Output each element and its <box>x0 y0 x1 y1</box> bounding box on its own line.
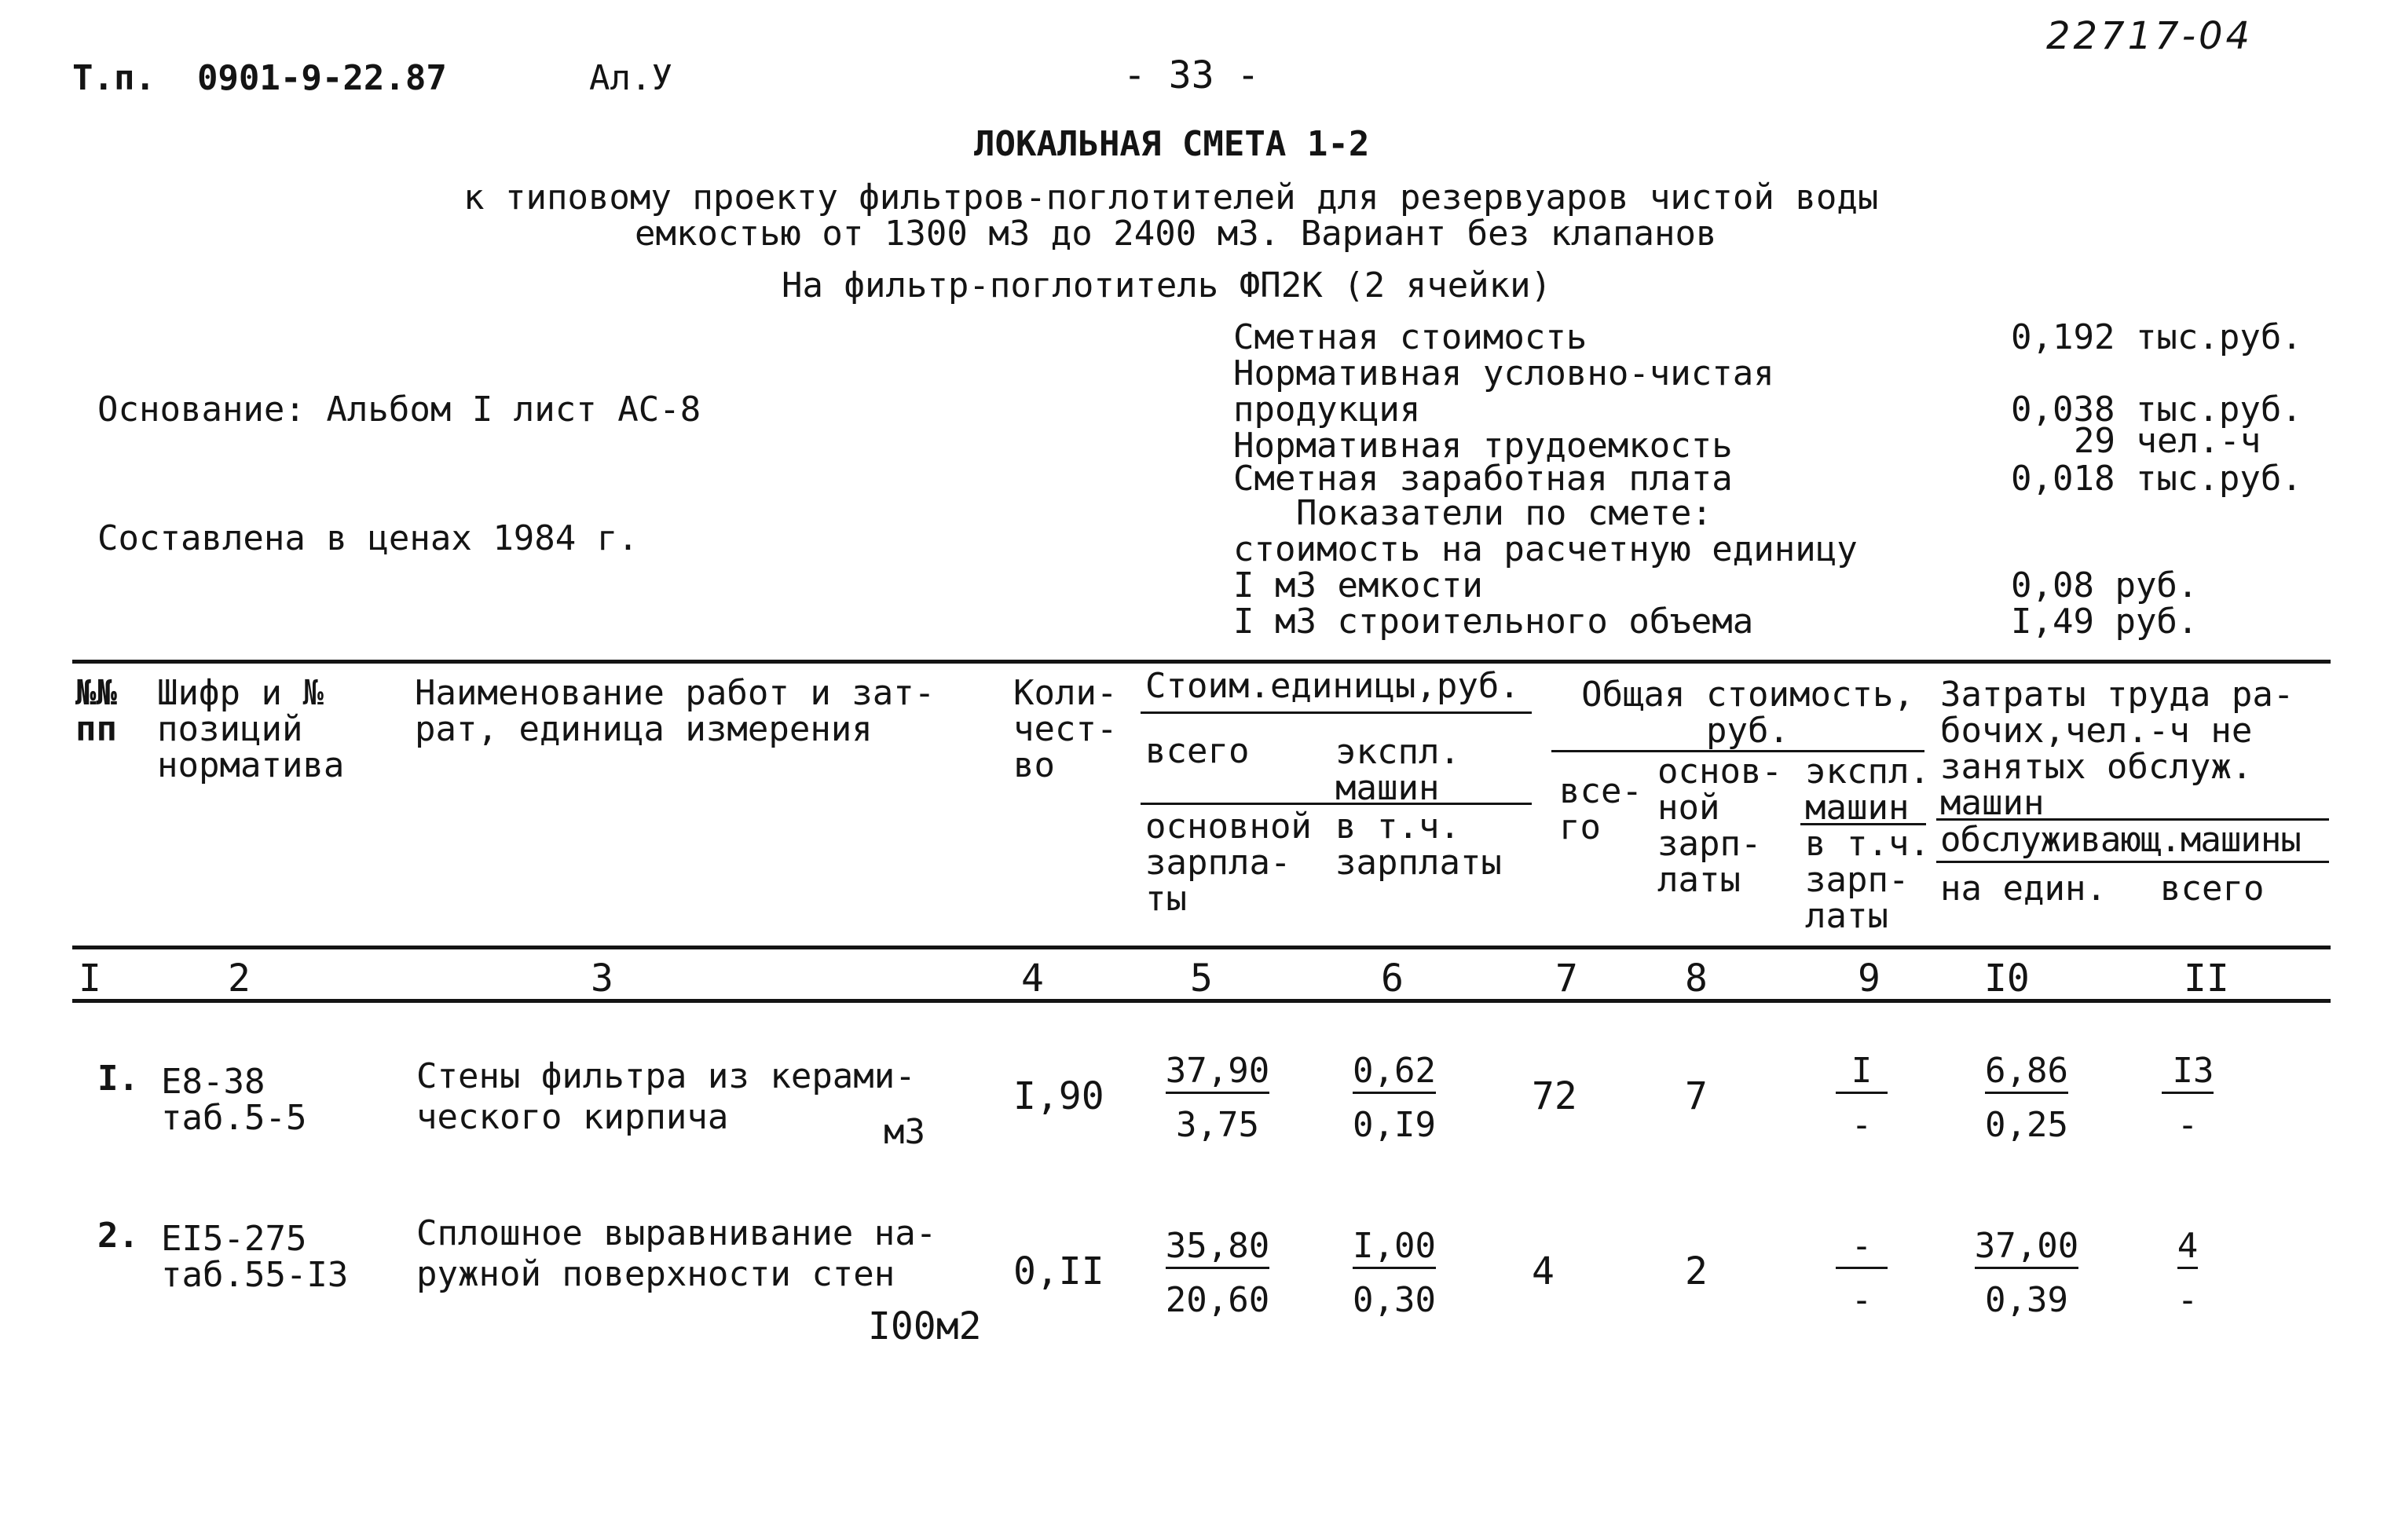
header-col-6-top: экспл. машин <box>1335 732 1460 808</box>
column-number-4: 4 <box>1021 957 1044 1000</box>
row-1-unit-mach: 0,62 <box>1353 1054 1436 1094</box>
row-1-labor-unit: 6,86 <box>1985 1054 2068 1094</box>
row-1-labor-unit-cell <box>1964 1051 2089 1145</box>
header-group-unit-cost: Стоим.единицы,руб. <box>1145 666 1520 706</box>
header-labor-subgroup: обслуживающ.машины <box>1940 820 2301 860</box>
row-1-name: Стены фильтра из керами- ческого кирпича <box>416 1056 916 1137</box>
row-2-labor-total: 4 <box>2177 1229 2199 1269</box>
row-1-total-wage: 7 <box>1685 1074 1708 1118</box>
labor-label: Нормативная трудоемкость <box>1233 426 1733 466</box>
row-2-labor-total-cell <box>2144 1226 2231 1320</box>
row-1-labor-unit-mach: 0,25 <box>1985 1105 2068 1145</box>
normative-value: 0,038 тыс.руб. <box>2011 390 2302 430</box>
row-2-labor-total-mach: - <box>2177 1280 2199 1320</box>
row-2-quantity: 0,II <box>1013 1249 1104 1293</box>
column-number-9: 9 <box>1858 957 1880 1000</box>
unit-cost-split-rule <box>1141 803 1532 805</box>
row-1-labor-total-cell <box>2144 1051 2231 1145</box>
row-1-unit: м3 <box>884 1112 925 1152</box>
header-col-1: №№ пп <box>75 673 117 749</box>
row-1-code: Е8-38 таб.5-5 <box>161 1062 307 1138</box>
capacity-label: I м3 емкости <box>1233 565 1483 605</box>
prices-text: Составлена в ценах 1984 г. <box>97 518 639 558</box>
album-label: Ал.У <box>589 58 672 98</box>
row-2-code: ЕI5-275 таб.55-I3 <box>161 1219 349 1295</box>
row-2-labor-unit-mach: 0,39 <box>1985 1280 2068 1320</box>
row-1-unit-mach-wage: 0,I9 <box>1353 1105 1436 1145</box>
row-2-unit-mach: I,00 <box>1353 1229 1436 1269</box>
row-1-labor-total: I3 <box>2162 1054 2214 1094</box>
estimate-title: ЛОКАЛЬНАЯ СМЕТА 1-2 <box>974 124 1370 164</box>
row-1-number: I. <box>97 1059 139 1099</box>
header-col-2: Шифр и № позиций норматива <box>157 673 345 785</box>
header-group-total-cost: Общая стоимость, руб. <box>1581 675 1914 751</box>
row-1-quantity: I,90 <box>1013 1074 1104 1118</box>
title-line-1: к типовому проекту фильтров-поглотителей для резервуаров чистой воды <box>463 177 1879 218</box>
header-col-5-bottom: основной зарпла- ты <box>1145 807 1312 919</box>
project-code: Т.п. 0901-9-22.87 <box>72 58 447 98</box>
row-1-unit-total: 37,90 <box>1166 1054 1269 1094</box>
header-col-9-top: экспл. машин <box>1805 752 1930 828</box>
row-2-unit-wage: 20,60 <box>1165 1280 1270 1320</box>
volume-value: I,49 руб. <box>2011 602 2199 642</box>
column-number-1: I <box>79 957 101 1000</box>
header-col-9-bottom: в т.ч. зарп- латы <box>1805 824 1930 936</box>
title-line-3: На фильтр-поглотитель ФП2К (2 ячейки) <box>782 265 1552 305</box>
normative-label-2: продукция <box>1233 390 1421 430</box>
basis-text: Основание: Альбом I лист АС-8 <box>97 390 701 430</box>
title-line-2: емкостью от 1300 м3 до 2400 м3. Вариант без клапанов <box>635 214 1717 254</box>
column-number-3: 3 <box>591 957 613 1000</box>
row-1-total: 72 <box>1532 1074 1577 1118</box>
volume-label: I м3 строительного объема <box>1233 602 1754 642</box>
labor-value: 29 чел.-ч <box>2074 421 2261 461</box>
row-2-total-mach-wage: - <box>1851 1280 1873 1320</box>
header-col-4: Коли- чест- во <box>1013 673 1118 785</box>
labor-subgroup-rule <box>1936 861 2329 863</box>
table-top-rule <box>72 660 2331 664</box>
header-col-3: Наименование работ и зат- рат, единица измерения <box>415 673 936 749</box>
unit-cost-group-rule <box>1141 711 1532 714</box>
row-1-unit-machines <box>1339 1051 1449 1145</box>
row-2-unit-machines <box>1339 1226 1449 1320</box>
row-2-unit-cost <box>1155 1226 1280 1320</box>
row-2-unit: I00м2 <box>868 1304 982 1348</box>
column-number-8: 8 <box>1685 957 1708 1000</box>
row-2-number: 2. <box>97 1216 139 1256</box>
row-1-total-machines <box>1807 1051 1917 1145</box>
row-2-unit-total: 35,80 <box>1166 1229 1269 1269</box>
row-1-unit-wage: 3,75 <box>1176 1105 1259 1145</box>
row-2-name: Сплошное выравнивание на- ружной поверхности стен <box>416 1213 937 1294</box>
normative-label-1: Нормативная условно-чистая <box>1233 353 1774 393</box>
capacity-value: 0,08 руб. <box>2011 565 2199 605</box>
header-col-8: основ- ной зарп- латы <box>1657 752 1782 900</box>
column-number-11: II <box>2184 957 2229 1000</box>
row-2-total-machines <box>1807 1226 1917 1320</box>
column-numbers-rule <box>72 999 2331 1003</box>
estimated-cost-label: Сметная стоимость <box>1233 317 1588 357</box>
unit-cost-label: стоимость на расчетную единицу <box>1233 529 1858 569</box>
estimated-cost-value: 0,192 тыс.руб. <box>2011 317 2302 357</box>
row-2-labor-unit-cell <box>1964 1226 2089 1320</box>
header-col-6-bottom: в т.ч. зарплаты <box>1335 807 1502 883</box>
column-number-6: 6 <box>1381 957 1404 1000</box>
row-1-labor-total-mach: - <box>2177 1105 2199 1145</box>
row-1-total-mach-wage: - <box>1851 1105 1873 1145</box>
column-number-2: 2 <box>228 957 251 1000</box>
header-col-10: на един. <box>1940 869 2107 909</box>
header-col-7: все- го <box>1559 771 1642 847</box>
row-2-labor-unit: 37,00 <box>1975 1229 2078 1269</box>
column-number-7: 7 <box>1555 957 1578 1000</box>
header-bottom-rule <box>72 946 2331 949</box>
header-col-11: всего <box>2160 869 2265 909</box>
column-number-10: I0 <box>1984 957 2030 1000</box>
row-2-total-wage: 2 <box>1685 1249 1708 1293</box>
row-2-unit-mach-wage: 0,30 <box>1353 1280 1436 1320</box>
wage-label: Сметная заработная плата <box>1233 459 1733 499</box>
header-col-5-top: всего <box>1145 731 1250 771</box>
indicators-label: Показатели по смете: <box>1296 493 1712 533</box>
column-number-5: 5 <box>1190 957 1213 1000</box>
document-number: 22717-04 <box>2046 14 2254 58</box>
row-1-total-mach: I <box>1836 1054 1888 1094</box>
page-number: - 33 - <box>1123 53 1260 97</box>
row-1-unit-cost <box>1155 1051 1280 1145</box>
row-2-total-mach: - <box>1836 1229 1888 1269</box>
header-group-labor: Затраты труда ра- бочих,чел.-ч не занятых обслуж. машин <box>1940 675 2294 823</box>
row-2-total: 4 <box>1532 1249 1555 1293</box>
wage-value: 0,018 тыс.руб. <box>2011 459 2302 499</box>
